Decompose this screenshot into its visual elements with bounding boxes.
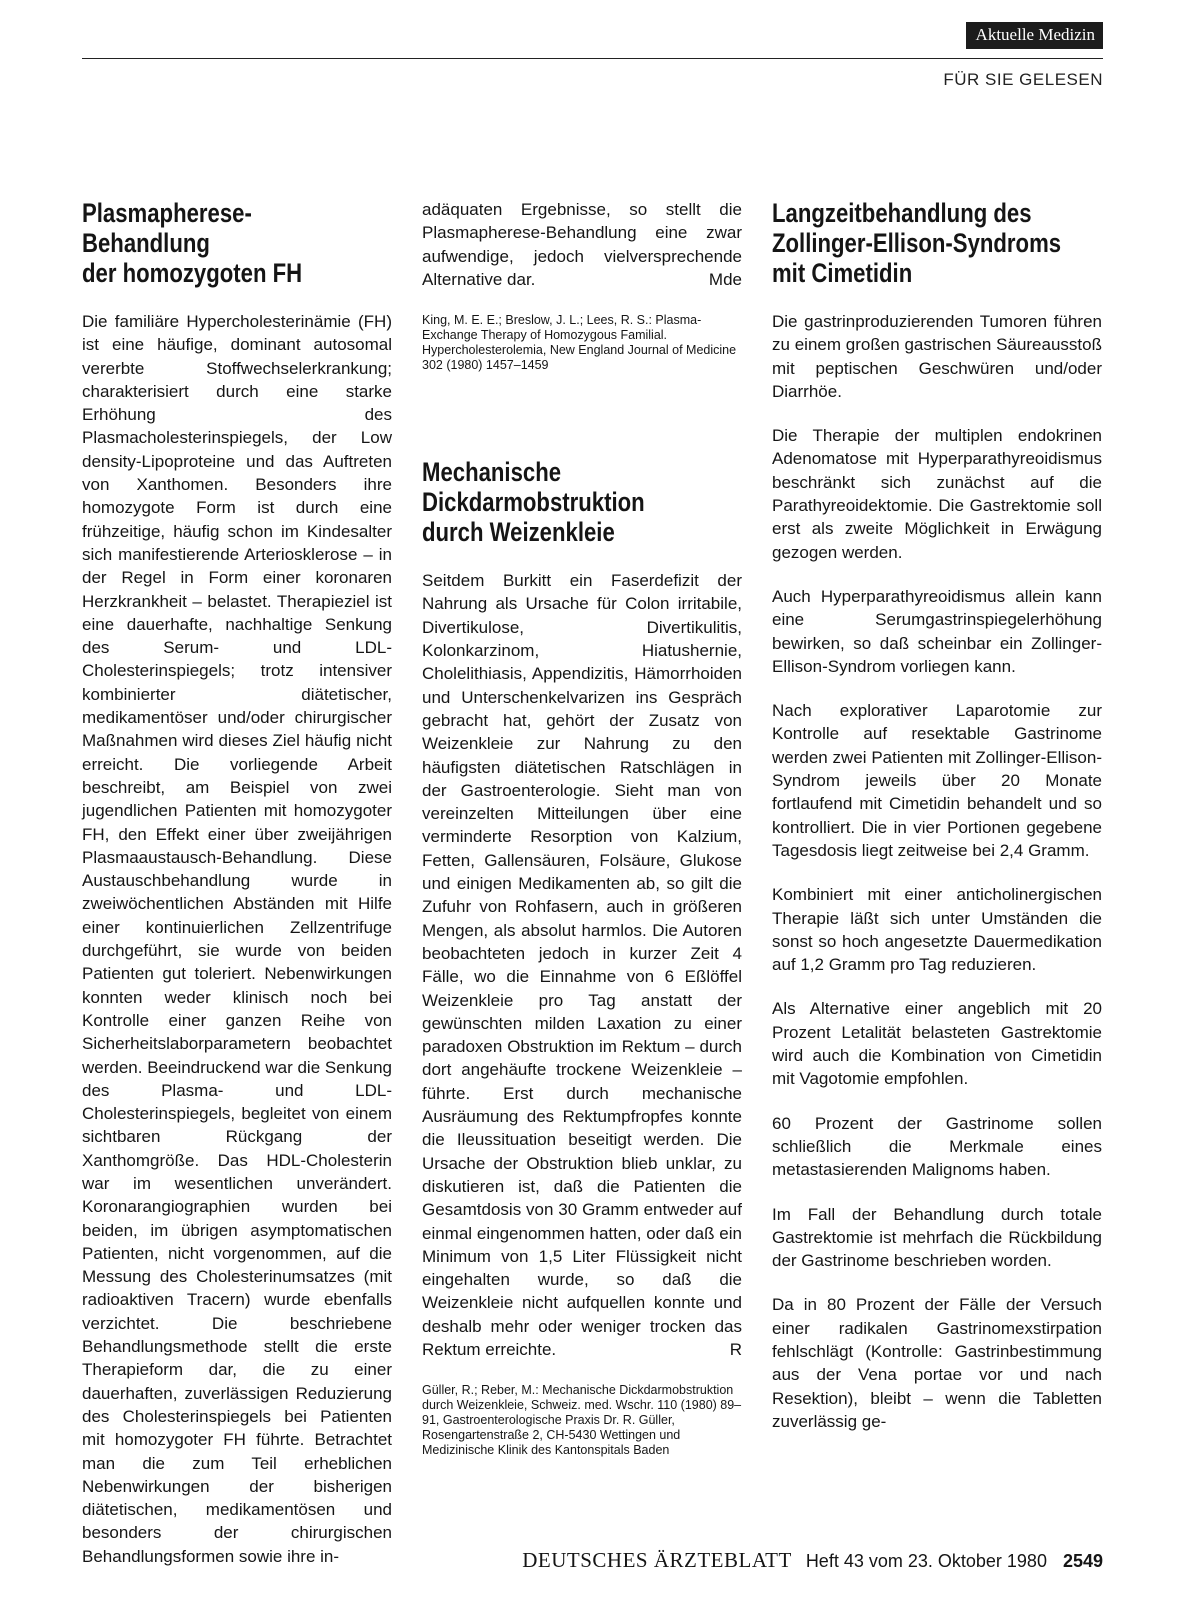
article-2-title: Mechanische Dickdarmobstruktion durch Weizenkleie — [422, 457, 645, 548]
column-1 — [82, 198, 392, 1568]
article-3-paragraph: Die Therapie der multiplen endokrinen Adenomatose mit Hyperparathyreoidismus beschränkt sich zunächst auf die Parathyreoidektomie. Die Gastrektomie soll erst als zweite Möglichkeit in Erwägung gezogen werden. — [772, 426, 1102, 562]
column-2 — [422, 198, 742, 1458]
article-3-paragraph: Auch Hyperparathyreoidismus allein kann eine Serumgastrinspiegelerhöhung bewirken, so daß scheinbar ein Zollinger-Ellison-Syndrom vorliegen kann. — [772, 586, 1102, 676]
article-3-paragraph: Im Fall der Behandlung durch totale Gastrektomie ist mehrfach die Rückbildung der Gastrinome beschrieben worden. — [772, 1204, 1102, 1271]
issue-info: Heft 43 vom 23. Oktober 1980 — [805, 1551, 1047, 1571]
article-3-paragraph: Die gastrinproduzierenden Tumoren führen zu einem großen gastrischen Säureausstoß mit peptischen Geschwüren und/oder Diarrhöe. — [772, 312, 1102, 401]
article-1-body-continued: adäquaten Ergebnisse, so stellt die Plasmapherese-Behandlung eine zwar aufwendige, jedoch vielversprechende Alternative dar. Mde — [422, 198, 742, 291]
column-3 — [772, 198, 1102, 1433]
article-3-paragraph: Da in 80 Prozent der Fälle der Versuch einer radikalen Gastrinomexstirpation fehlschlägt (Kontrolle: Gastrinbestimmung aus der Vena portae vor und nach Resektion), bleibt – wenn die Tabletten zuverlässig ge- — [772, 1295, 1102, 1431]
article-2-signature: R — [729, 1339, 742, 1359]
article-3-paragraph: Nach explorativer Laparotomie zur Kontrolle auf resektable Gastrinome werden zwei Patienten mit Zollinger-Ellison-Syndrom jeweils über 20 Monate fortlaufend mit Cimetidin behandelt und so kontrolliert. Die in vier Portionen gegebene Tagesdosis liegt zeitweise bei 2,4 Gramm. — [772, 701, 1102, 860]
article-1-signature: Mde — [708, 269, 742, 289]
article-1-reference: King, M. E. E.; Breslow, J. L.; Lees, R. S.: Plasma-Exchange Therapy of Homozygous Familial. Hypercholesterolemia, New England Journal of Medicine 302 (1980) 1457–1459 — [422, 313, 737, 373]
article-3-paragraph: Als Alternative einer angeblich mit 20 Prozent Letalität belasteten Gastrektomie wird auch die Kombination von Cimetidin mit Vagotomie empfohlen. — [772, 999, 1102, 1089]
article-1-title: Plasmapherese- Behandlung der homozygoten FH — [82, 198, 303, 288]
article-3-paragraph: 60 Prozent der Gastrinome sollen schließlich die Merkmale eines metastasierenden Malignoms haben. — [772, 1113, 1102, 1180]
journal-name: DEUTSCHES ÄRZTEBLATT — [522, 1548, 792, 1572]
article-3-paragraph: Kombiniert mit einer anticholinergischen Therapie läßt sich unter Umständen die sonst so hoch angesetzte Dauermedikation auf 1,2 Gramm pro Tag reduzieren. — [772, 885, 1102, 975]
article-1-body: Die familiäre Hypercholesterinämie (FH) ist eine häufige, dominant autosomal vererbte Stoffwechselerkrankung; charakterisiert durch eine starke Erhöhung des Plasmacholesterinspiegels, der Low density-Lipoproteine und das Auftreten von Xanthomen. Besonders ihre homozygote Form ist durch eine frühzeitige, häufig schon im Kindesalter sich manifestierende Arteriosklerose – in der Regel in Form einer koronaren Herzkrankheit – belastet. Therapieziel ist eine dauerhafte, nachhaltige Senkung des Serum- und LDL-Cholesterinspiegels; trotz intensiver kombinierter diätetischer, medikamentöser und/oder chirurgischer Maßnahmen wird dieses Ziel häufig nicht erreicht. Die vorliegende Arbeit beschreibt, am Beispiel von zwei jugendlichen Patienten mit homozygoter FH, den Effekt einer über zweijährigen Plasmaaustausch-Behandlung. Diese Austauschbehandlung wurde in zweiwöchentlichen Abständen mit Hilfe einer kontinuierlichen Zellzentrifuge durchgeführt, sie wurde von beiden Patienten gut toleriert. Nebenwirkungen konnten weder klinisch noch bei Kontrolle einer ganzen Reihe von Sicherheitslaborparametern beobachtet werden. Beeindruckend war die Senkung des Plasma- und LDL-Cholesterinspiegels, begleitet von einem sichtbaren Rückgang der Xanthomgröße. Das HDL-Cholesterin war im wesentlichen unverändert. Koronarangiographien wurden bei beiden, im übrigen asymptomatischen Patienten, nicht vorgenommen, auf die Messung des Cholesterinumsatzes (mit radioaktiven Tracern) wurde ebenfalls verzichtet. Die beschriebene Behandlungsmethode stellt die erste Therapieform dar, die zu einer dauerhaften, zuverlässigen Reduzierung des Cholesterinspiegels bei Patienten mit homozygoter FH führte. Betrachtet man die zum Teil erheblichen Nebenwirkungen der bisherigen diätetischen, medikamentösen und besonders der chirurgischen Behandlungsformen sowie ihre in- — [82, 312, 392, 1566]
section-label: Aktuelle Medizin — [966, 22, 1103, 49]
article-2 — [422, 457, 742, 1458]
article-2-body: Seitdem Burkitt ein Faserdefizit der Nahrung als Ursache für Colon irritabile, Divertikulose, Divertikulitis, Kolonkarzinom, Hiatushernie, Cholelithiasis, Appendizitis, Hämorrhoiden und Unterschenkelvarizen ins Gespräch gebracht hat, gehört der Zusatz von Weizenkleie zur Nahrung zu den häufigsten diätetischen Ratschlägen in der Gastroenterologie. Sieht man von vereinzelten Mitteilungen über eine verminderte Resorption von Kalzium, Fetten, Gallensäuren, Folsäure, Glukose und einigen Medikamenten ab, so gilt die Zufuhr von Rohfasern, auch in größeren Mengen, als absolut harmlos. Die Autoren beobachteten jedoch in kurzer Zeit 4 Fälle, wo die Einnahme von 6 Eßlöffel Weizenkleie pro Tag anstatt der gewünschten milden Laxation zu einer paradoxen Obstruktion im Rektum – durch dort angehäufte trockene Weizenkleie – führte. Erst durch mechanische Ausräumung des Rektumpfropfes konnte die Ileussituation beseitigt werden. Die Ursache der Obstruktion blieb unklar, zu diskutieren ist, daß die Patienten die Gesamtdosis von 30 Gramm entweder auf einmal eingenommen hatten, oder daß ein Minimum von 1,5 Liter Flüssigkeit nicht eingehalten wurde, so daß die Weizenkleie nicht aufquellen konnte und deshalb mehr oder weniger trocken das Rektum erreichte. R — [422, 569, 742, 1361]
page-number: 2549 — [1062, 1551, 1103, 1571]
article-2-reference: Güller, R.; Reber, M.: Mechanische Dickdarmobstruktion durch Weizenkleie, Schweiz. med. Wschr. 110 (1980) 89–91, Gastroenterologische Praxis Dr. R. Güller, Rosengartenstraße 2, CH-5430 Wettingen und Medizinische Klinik des Kantonspitals Baden — [422, 1383, 742, 1458]
section-subtitle: FÜR SIE GELESEN — [943, 70, 1103, 89]
page-footer — [400, 1548, 1103, 1573]
article-3-title: Langzeitbehandlung des Zollinger-Ellison-Syndroms mit Cimetidin — [772, 198, 1062, 288]
header-rule — [82, 58, 1103, 59]
